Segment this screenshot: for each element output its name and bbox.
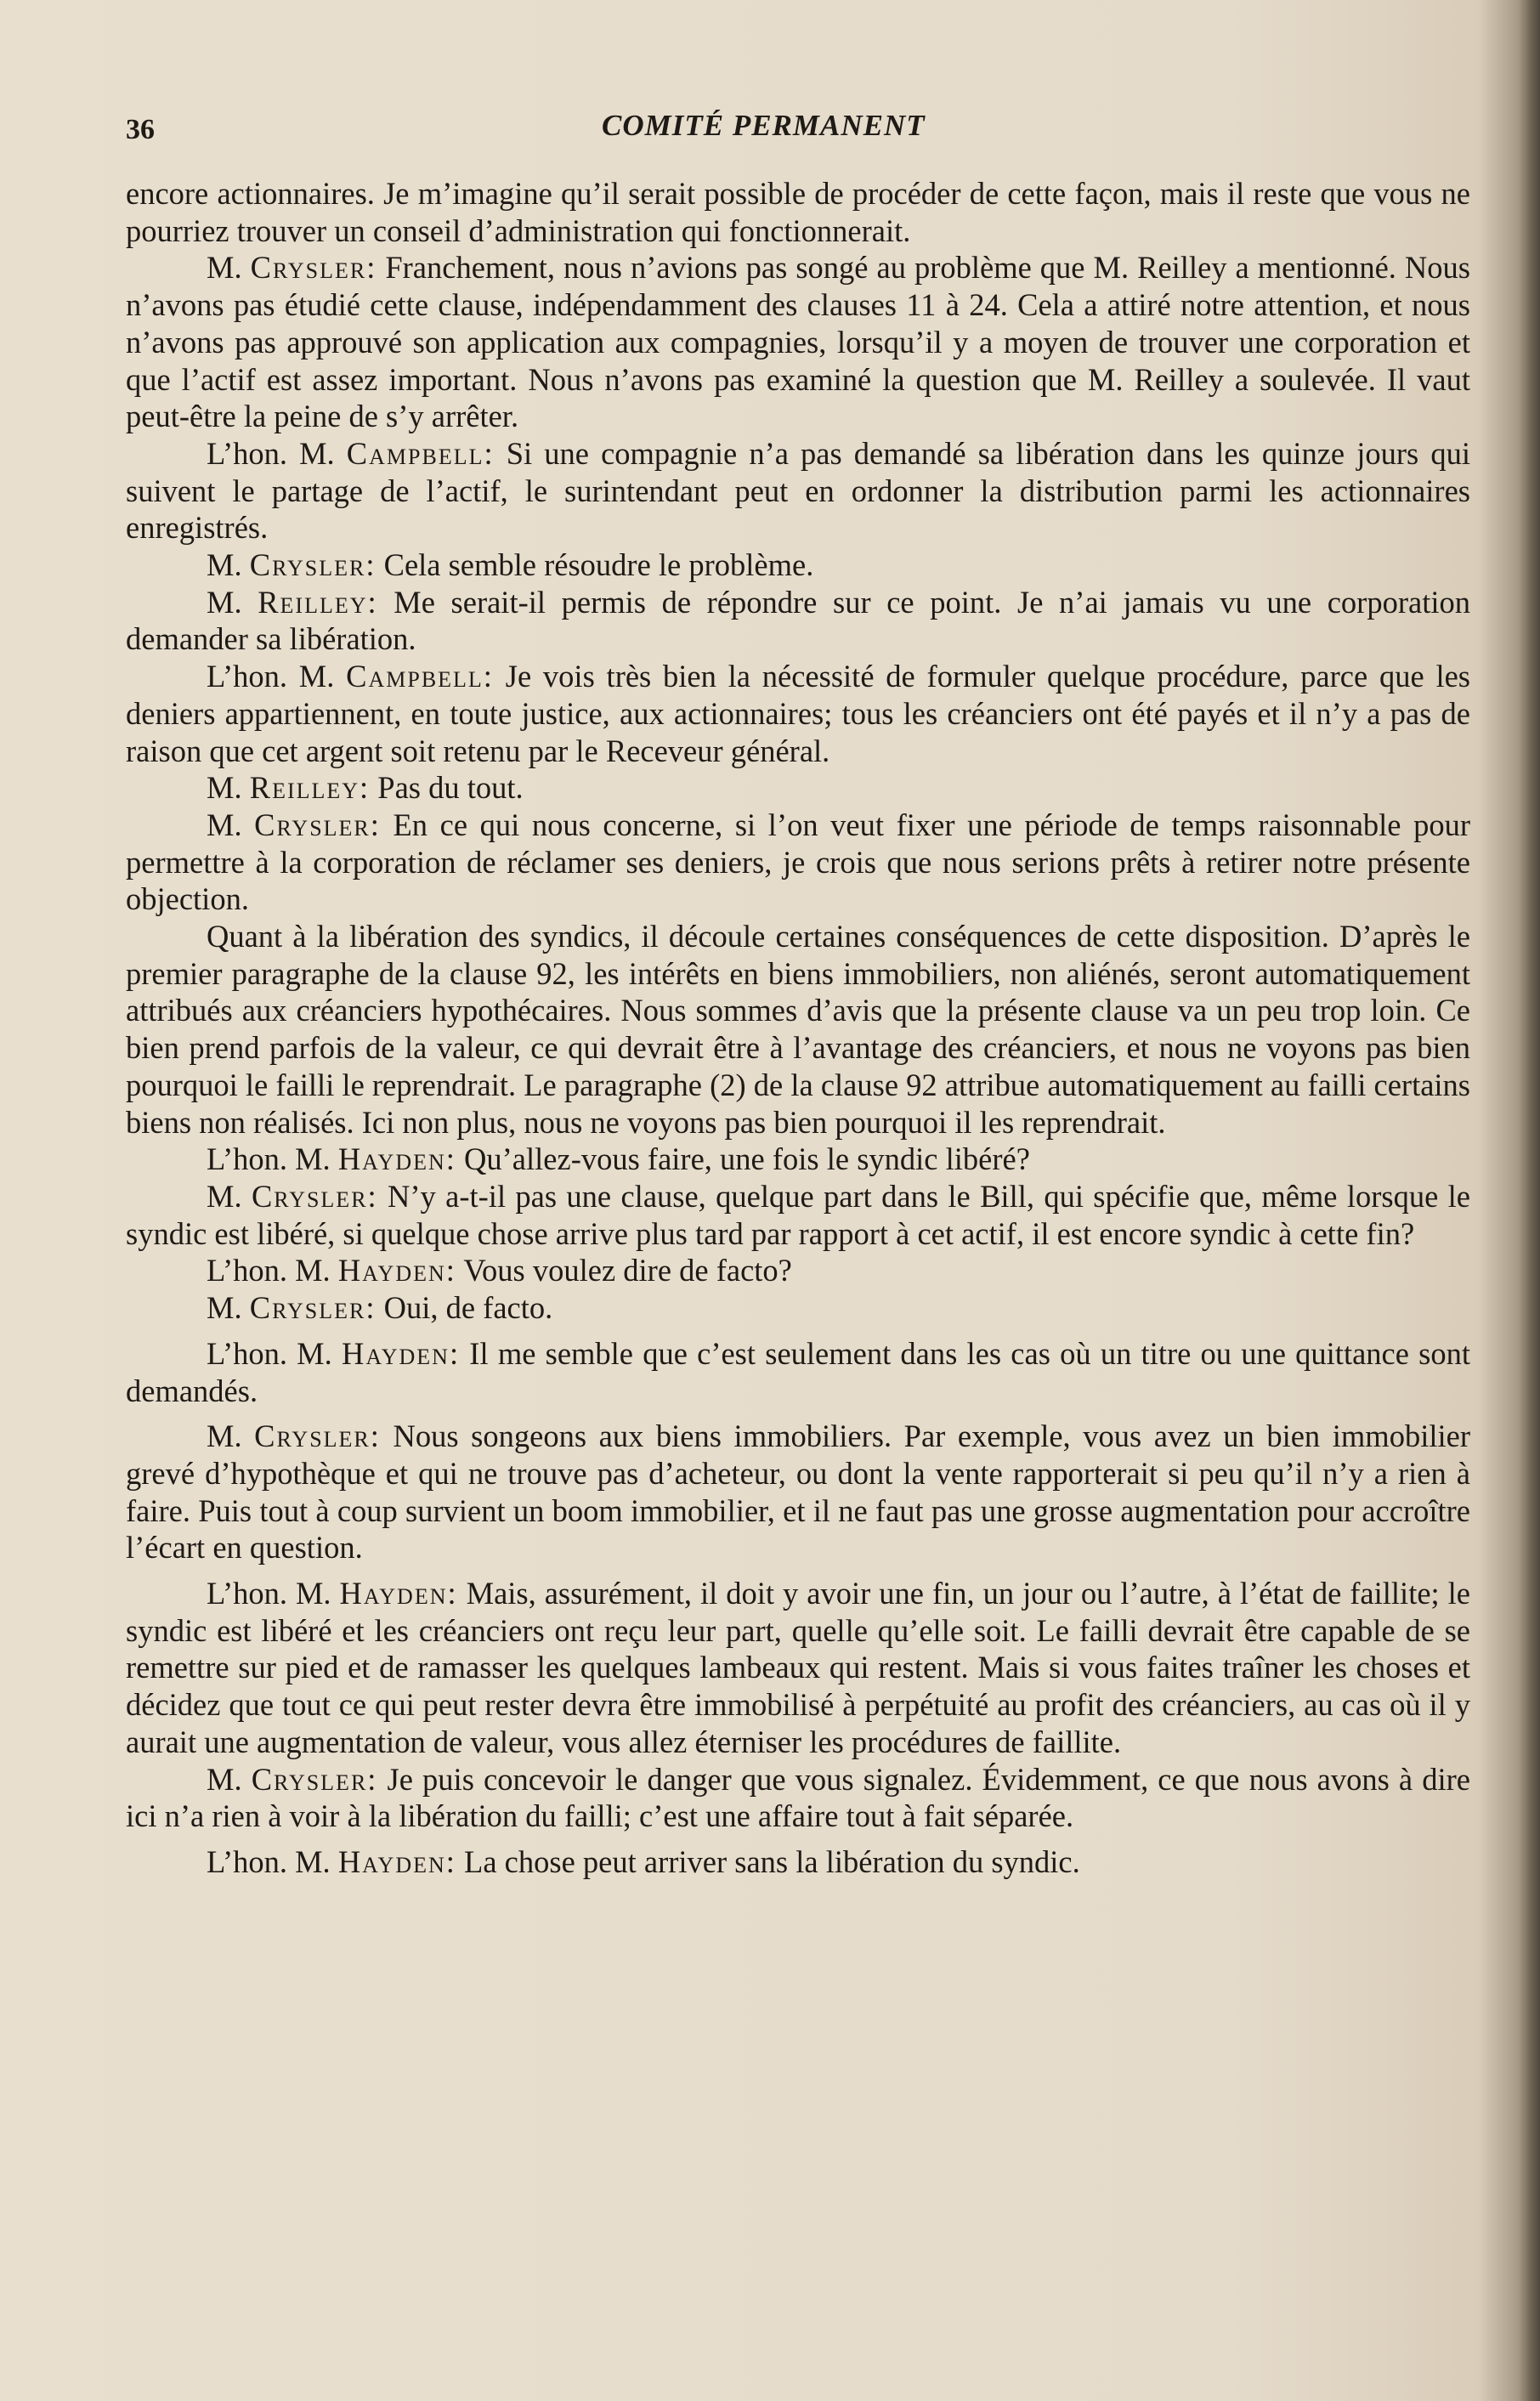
- speech-paragraph: [126, 658, 1470, 769]
- speech-paragraph: [126, 1141, 1470, 1178]
- speech-paragraph: [126, 1575, 1470, 1761]
- speech-paragraph: [126, 1252, 1470, 1289]
- speaker-title: L’hon. M.: [207, 1843, 338, 1879]
- speaker-title: L’hon. M.: [207, 1253, 338, 1288]
- speech-paragraph: [126, 435, 1470, 546]
- running-title: COMITÉ PERMANENT: [602, 109, 926, 142]
- body-text: [126, 175, 1470, 1881]
- speaker-title: M.: [207, 250, 251, 286]
- page-number: 36: [126, 114, 155, 145]
- speech-paragraph: [126, 1289, 1470, 1327]
- speaker-title: M.: [207, 807, 255, 842]
- speech-text: Oui, de facto.: [376, 1290, 553, 1326]
- speech-paragraph: [126, 807, 1470, 918]
- speaker-title: L’hon. M.: [207, 1335, 342, 1371]
- speaker-name: Crysler:: [254, 807, 381, 842]
- speech-text: Pas du tout.: [370, 770, 524, 806]
- speech-text: Si une compagnie n’a pas demandé sa libération dans les quinze jours qui suivent le partage de l’actif, le surintendant peut en ordonner la distribution parmi les actionnaires enregistrés.: [126, 435, 1470, 546]
- speaker-title: L’hon. M.: [207, 1576, 340, 1611]
- speaker-name: Crysler:: [249, 1290, 377, 1326]
- speech-paragraph: [126, 1843, 1470, 1881]
- speech-paragraph: [126, 1335, 1470, 1409]
- speech-text: La chose peut arriver sans la libération du syndic.: [456, 1843, 1080, 1879]
- speaker-name: Crysler:: [251, 1178, 378, 1214]
- speaker-name: Crysler:: [251, 1761, 378, 1797]
- speaker-title: L’hon. M.: [207, 1141, 338, 1177]
- speech-text: Mais, assurément, il doit y avoir une fin, un jour ou l’autre, à l’état de faillite; le syndic est libéré et les créanciers ont reçu leur part, quelle qu’elle soit. Le failli devrait être capable de se remettre sur pied et de ramasser les quelques lambeaux qui restent. Mais si vous faites traîner les choses et décidez que tout ce qui peut rester devra être immobilisé à perpétuité au profit des créanciers, au cas où il y aurait une augmentation de valeur, vous allez éterniser les procédures de faillite.: [126, 1576, 1470, 1759]
- speaker-name: Hayden:: [337, 1843, 456, 1879]
- speech-text: Il me semble que c’est seulement dans les cas où un titre ou une quittance sont demandés.: [126, 1335, 1470, 1408]
- speech-paragraph: [126, 769, 1470, 807]
- speaker-name: Crysler:: [249, 547, 377, 583]
- speech-paragraph: [126, 1418, 1470, 1566]
- paragraph-text: encore actionnaires. Je m’imagine qu’il serait possible de procéder de cette façon, mais il reste que vous ne pourriez trouver un conseil d’administration qui fonctionnerait.: [126, 176, 1470, 248]
- speaker-title: M.: [207, 770, 250, 806]
- speaker-name: Campbell:: [346, 659, 494, 694]
- speech-paragraph: [126, 249, 1470, 435]
- speaker-name: Crysler:: [250, 250, 377, 286]
- speaker-title: L’hon. M.: [207, 435, 347, 471]
- speaker-name: Hayden:: [337, 1253, 456, 1288]
- speech-text: Nous songeons aux biens immobiliers. Par exemple, vous avez un bien immobilier grevé d’hypothèque et qui ne trouve pas d’acheteur, ou dont la vente rapporterait si peu qu’il n’y a rien à faire. Puis tout à coup survient un boom immobilier, et il ne faut pas une grosse augmentation pour accroître l’écart en question.: [126, 1419, 1470, 1566]
- speech-text: En ce qui nous concerne, si l’on veut fixer une période de temps raisonnable pour permettre à la corporation de réclamer ses deniers, je crois que nous serions prêts à retirer notre présente objection.: [126, 807, 1470, 917]
- speaker-name: Hayden:: [337, 1141, 456, 1177]
- speech-text: Me serait-il permis de répondre sur ce point. Je n’ai jamais vu une corporation demander sa libération.: [126, 584, 1470, 657]
- page-header: [126, 109, 1469, 160]
- speech-text: Qu’allez-vous faire, une fois le syndic libéré?: [456, 1141, 1030, 1177]
- speaker-title: M.: [207, 547, 250, 583]
- speaker-title: L’hon. M.: [207, 659, 347, 694]
- page-edge-shadow: [1518, 0, 1540, 2401]
- speaker-title: M.: [207, 1178, 252, 1214]
- speech-paragraph: [126, 918, 1470, 1141]
- speaker-title: M.: [207, 1761, 252, 1797]
- paragraph-continuation: [126, 175, 1470, 249]
- speaker-name: Hayden:: [339, 1576, 458, 1611]
- speech-text: Franchement, nous n’avions pas songé au problème que M. Reilley a mentionné. Nous n’avons pas étudié cette clause, indépendamment des clauses 11 à 24. Cela a attiré notre attention, et nous n’avons pas approuvé son application aux compagnies, lorsqu’il y a moyen de trouver une corporation et que l’actif est assez important. Nous n’avons pas examiné la question que M. Reilley a soulevée. Il vaut peut-être la peine de s’y arrêter.: [126, 250, 1470, 434]
- speaker-title: M.: [207, 1290, 250, 1326]
- speech-text: Vous voulez dire de facto?: [456, 1253, 792, 1288]
- speaker-name: Hayden:: [341, 1335, 461, 1371]
- speaker-name: Reilley:: [258, 584, 378, 620]
- speaker-title: M.: [207, 584, 258, 620]
- speaker-name: Reilley:: [249, 770, 371, 806]
- speech-paragraph: [126, 584, 1470, 658]
- speech-text: Cela semble résoudre le problème.: [376, 547, 814, 583]
- speaker-name: Crysler:: [254, 1419, 381, 1454]
- speech-paragraph: [126, 1761, 1470, 1835]
- speech-paragraph: [126, 546, 1470, 584]
- speaker-name: Campbell:: [346, 435, 495, 471]
- speech-text: Je vois très bien la nécessité de formuler quelque procédure, parce que les deniers appartiennent, en toute justice, aux actionnaires; tous les créanciers ont été payés et il n’y a pas de raison que cet argent soit retenu par le Receveur général.: [126, 659, 1470, 768]
- speaker-title: M.: [207, 1419, 255, 1454]
- speech-text: N’y a-t-il pas une clause, quelque part dans le Bill, qui spécifie que, même lorsque le syndic est libéré, si quelque chose arrive plus tard par rapport à cet actif, il est encore syndic à cette fin?: [126, 1178, 1470, 1251]
- speech-text: Je puis concevoir le danger que vous signalez. Évidemment, ce que nous avons à dire ici n’a rien à voir à la libération du failli; c’est une affaire tout à fait séparée.: [126, 1761, 1470, 1834]
- speech-paragraph: [126, 1178, 1470, 1252]
- speech-text: Quant à la libération des syndics, il découle certaines conséquences de cette disposition. D’après le premier paragraphe de la clause 92, les intérêts en biens immobiliers, non aliénés, seront automatiquement attribués aux créanciers hypothécaires. Nous sommes d’avis que la présente clause va un peu trop loin. Ce bien prend parfois de la valeur, ce qui devrait être à l’avantage des créanciers, et nous ne voyons pas bien pourquoi le failli le reprendrait. Le paragraphe (2) de la clause 92 attribue automatiquement au failli certains biens non réalisés. Ici non plus, nous ne voyons pas bien pourquoi il les reprendrait.: [126, 919, 1471, 1140]
